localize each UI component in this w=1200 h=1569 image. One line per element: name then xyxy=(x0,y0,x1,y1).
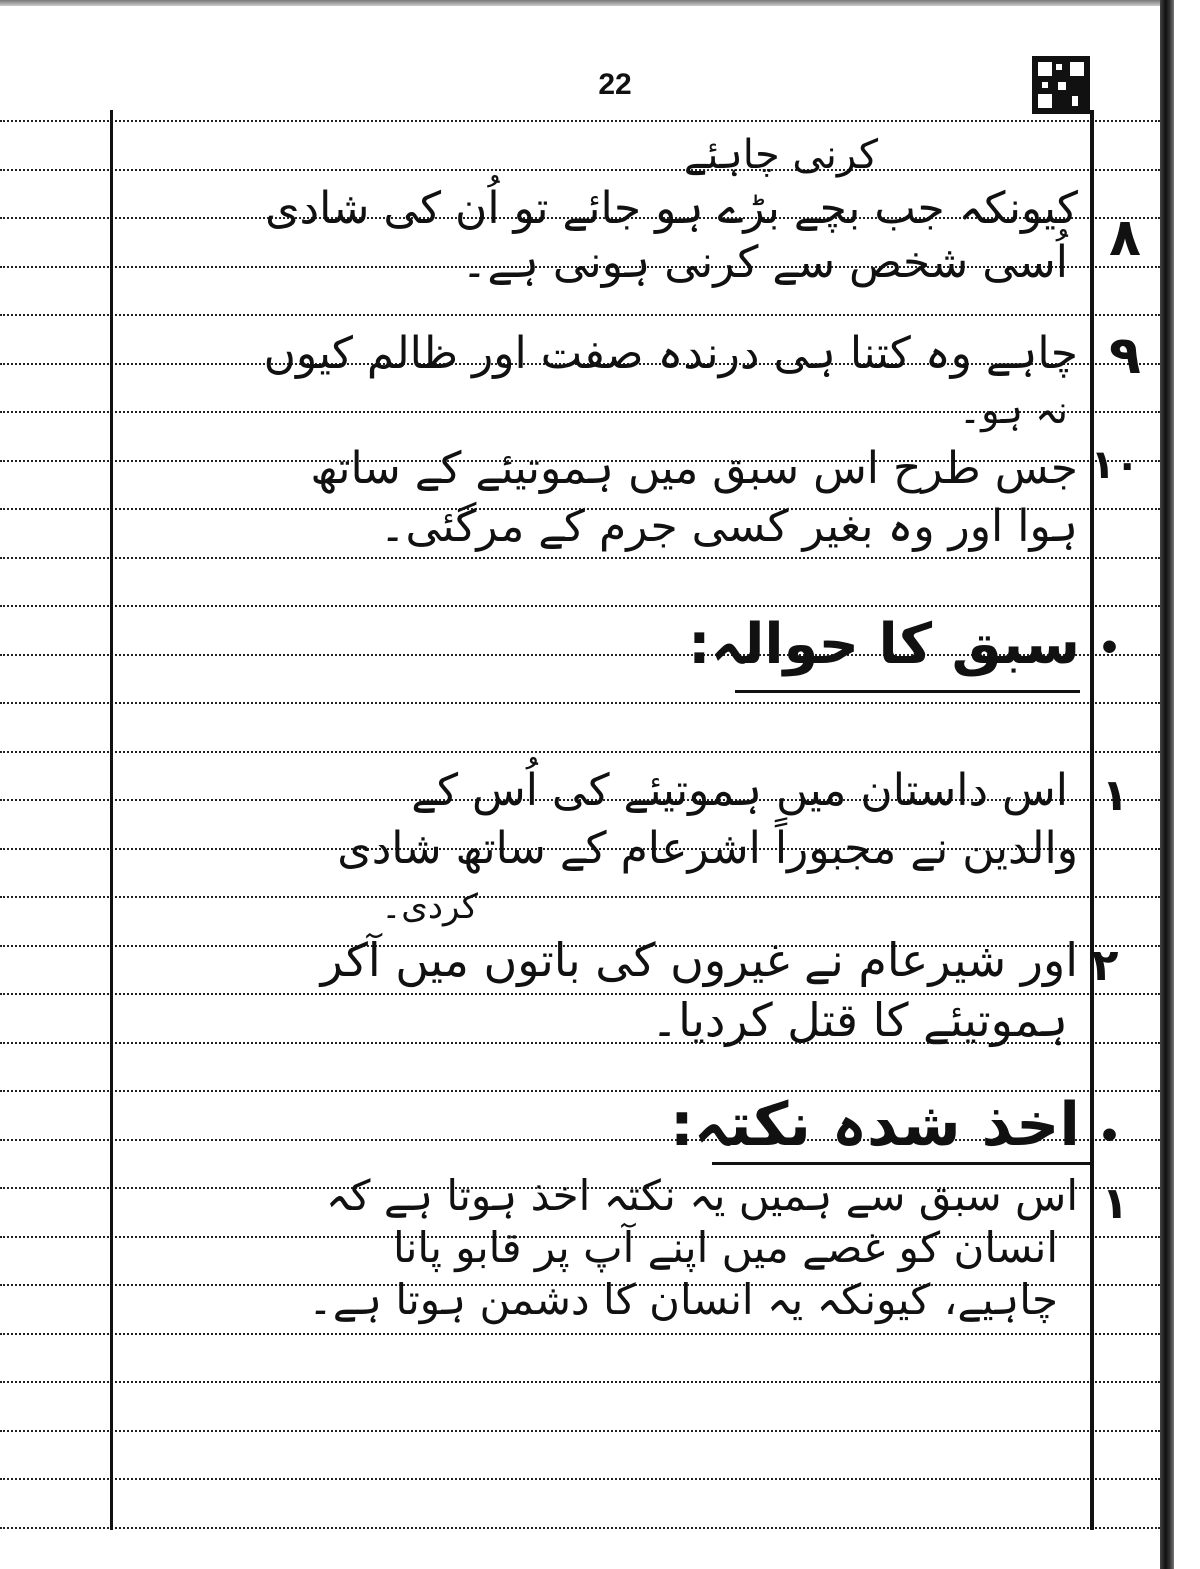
item-number-10: ١٠ xyxy=(1090,442,1140,488)
ruled-line xyxy=(0,120,1160,122)
item-8-text xyxy=(118,128,1078,290)
ruled-line xyxy=(0,605,1160,607)
text-line: کیونکہ جب بچے بڑے ہو جائے تو اُن کی شادی xyxy=(265,183,1078,234)
reference-item-number-1: ١ xyxy=(1101,770,1129,821)
section-lesson-heading: اخذ شدہ نکتہ: xyxy=(669,1090,1080,1160)
text-line: اس داستان میں ہموتیئے کی اُس کے xyxy=(411,765,1068,816)
ruled-line xyxy=(0,1333,1160,1335)
text-line: چاہے وہ کتنا ہی درندہ صفت اور ظالم کیوں xyxy=(263,328,1078,379)
text-line: کردی۔ xyxy=(381,887,478,927)
text-line: جس طرح اس سبق میں ہموتیئے کے ساتھ xyxy=(310,443,1078,494)
item-number-8: ٨ xyxy=(1109,208,1141,268)
heading-bullet: • xyxy=(1098,628,1122,669)
page-top-edge xyxy=(0,0,1160,6)
lesson-item-number-1: ١ xyxy=(1101,1178,1129,1229)
text-line: اور شیرعام نے غیروں کی باتوں میں آکر xyxy=(320,933,1078,987)
text-line: اس سبق سے ہمیں یہ نکتہ اخذ ہوتا ہے کہ xyxy=(325,1171,1078,1220)
text-line: کرنی چاہئے xyxy=(683,132,878,178)
heading-bullet: • xyxy=(1098,1116,1122,1157)
page-binding-edge xyxy=(1160,0,1174,1569)
text-line: اُسی شخص سے کرنی ہونی ہے۔ xyxy=(461,237,1068,288)
heading-underline xyxy=(735,690,1080,693)
ruled-line xyxy=(0,1527,1160,1529)
reference-item-number-2: ٢ xyxy=(1091,940,1119,991)
ruled-line xyxy=(0,1381,1160,1383)
text-line: ہوا اور وہ بغیر کسی جرم کے مرگئی۔ xyxy=(379,501,1078,552)
heading-underline xyxy=(712,1162,1092,1165)
reference-item-1-text xyxy=(118,762,1078,936)
qr-code-icon xyxy=(1032,56,1090,114)
ruled-line xyxy=(0,702,1160,704)
text-line: والدین نے مجبوراً اشرعام کے ساتھ شادی xyxy=(337,823,1078,874)
item-number-9: ٩ xyxy=(1109,326,1141,386)
text-line: ہموتیئے کا قتل کردیا۔ xyxy=(651,993,1068,1047)
ruled-line xyxy=(0,314,1160,316)
ruled-line xyxy=(0,1430,1160,1432)
page-number: 22 xyxy=(598,68,632,101)
text-line: نہ ہو۔ xyxy=(958,388,1068,432)
section-reference-heading: سبق کا حوالہ: xyxy=(688,612,1080,677)
item-9-text xyxy=(118,326,1078,438)
text-line: انسان کو غصے میں اپنے آپ پر قابو پانا xyxy=(392,1223,1058,1272)
reference-item-2-text xyxy=(118,930,1078,1050)
left-margin-line xyxy=(110,110,113,1530)
ruled-line xyxy=(0,557,1160,559)
lesson-item-1-text xyxy=(118,1170,1078,1326)
ruled-line xyxy=(0,1478,1160,1480)
ruled-line xyxy=(0,751,1160,753)
text-line: چاہیے، کیونکہ یہ انسان کا دشمن ہوتا ہے۔ xyxy=(308,1275,1058,1324)
item-10-text xyxy=(118,440,1078,556)
